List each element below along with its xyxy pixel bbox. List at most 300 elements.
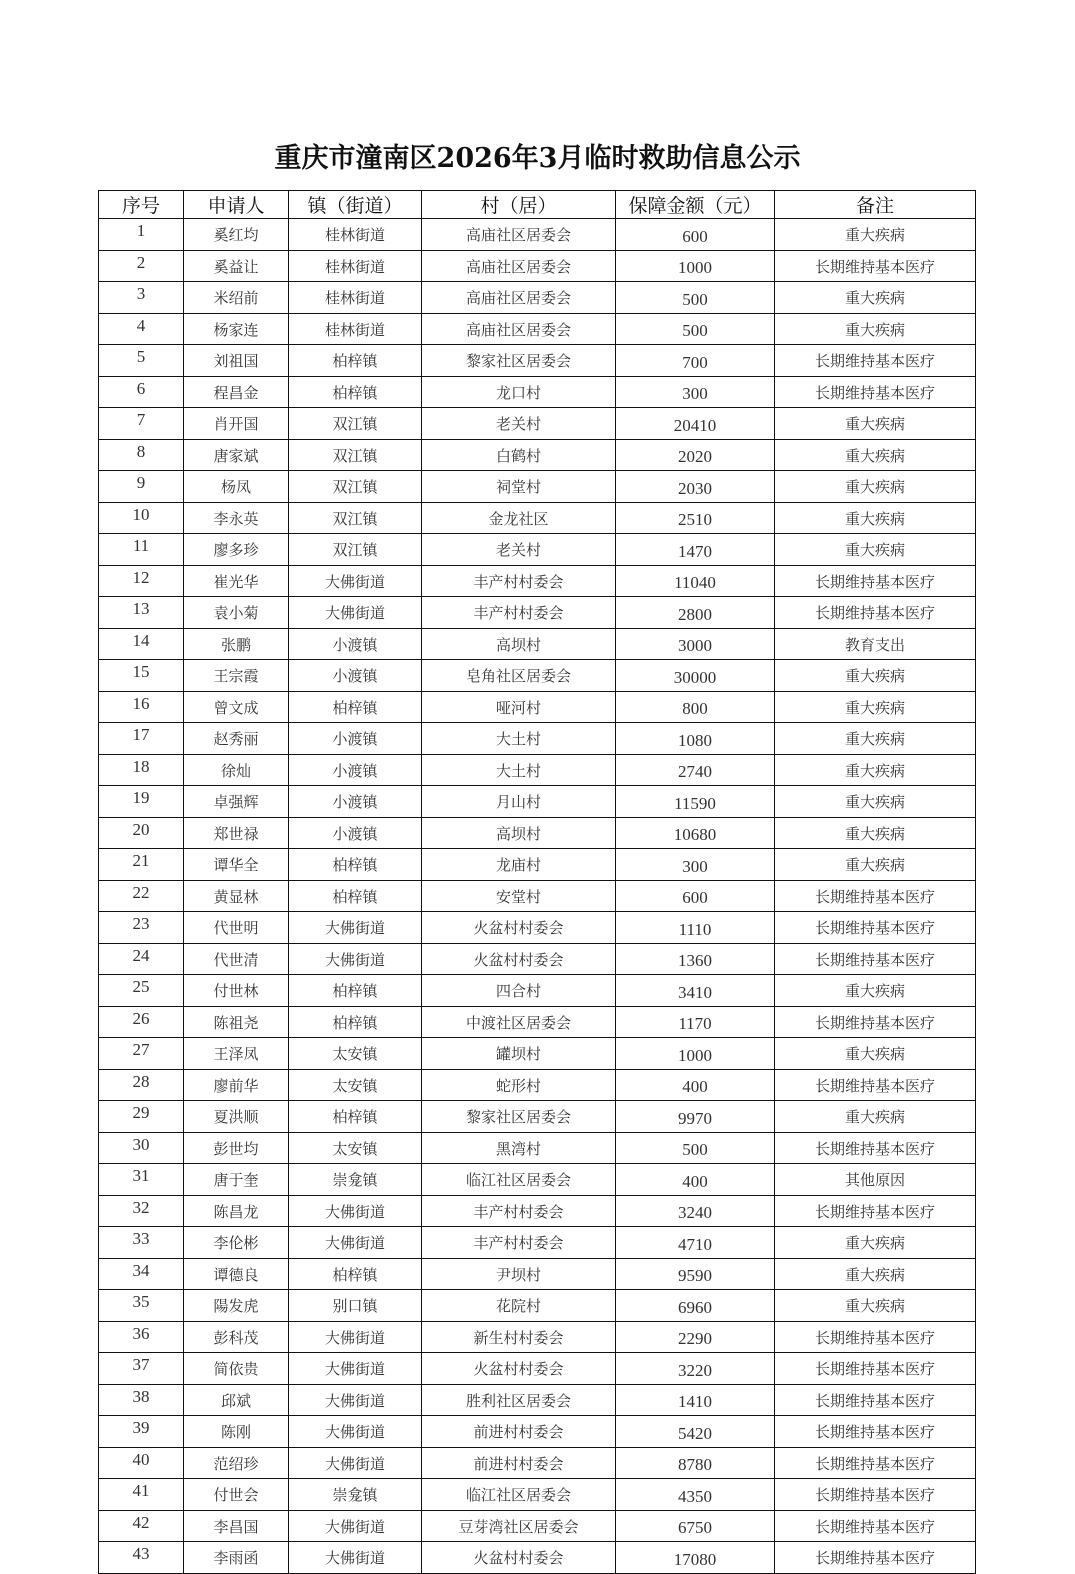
cell-amount: 1110 — [616, 912, 775, 944]
cell-amount: 600 — [616, 880, 775, 912]
cell-remark: 重大疾病 — [775, 691, 976, 723]
cell-village: 高庙社区居委会 — [422, 282, 616, 314]
cell-serial: 39 — [99, 1416, 184, 1448]
cell-remark: 重大疾病 — [775, 471, 976, 503]
cell-remark: 长期维持基本医疗 — [775, 880, 976, 912]
cell-serial: 20 — [99, 817, 184, 849]
cell-amount: 3410 — [616, 975, 775, 1007]
cell-amount: 6960 — [616, 1290, 775, 1322]
cell-applicant: 李永英 — [184, 502, 289, 534]
cell-serial: 7 — [99, 408, 184, 440]
cell-town: 大佛街道 — [289, 943, 422, 975]
cell-village: 中渡社区居委会 — [422, 1006, 616, 1038]
cell-amount: 11590 — [616, 786, 775, 818]
cell-amount: 3000 — [616, 628, 775, 660]
header-applicant: 申请人 — [184, 191, 289, 219]
cell-applicant: 廖前华 — [184, 1069, 289, 1101]
cell-applicant: 奚红均 — [184, 219, 289, 251]
table-row — [99, 313, 976, 345]
cell-village: 火盆村村委会 — [422, 912, 616, 944]
table-row — [99, 1510, 976, 1542]
cell-village: 龙口村 — [422, 376, 616, 408]
cell-applicant: 米绍前 — [184, 282, 289, 314]
cell-town: 柏梓镇 — [289, 849, 422, 881]
cell-applicant: 范绍珍 — [184, 1447, 289, 1479]
cell-town: 柏梓镇 — [289, 376, 422, 408]
cell-serial: 21 — [99, 849, 184, 881]
cell-applicant: 彭科茂 — [184, 1321, 289, 1353]
table-row — [99, 691, 976, 723]
table-row — [99, 1069, 976, 1101]
cell-remark: 重大疾病 — [775, 723, 976, 755]
cell-amount: 2510 — [616, 502, 775, 534]
cell-serial: 10 — [99, 502, 184, 534]
cell-amount: 30000 — [616, 660, 775, 692]
cell-amount: 11040 — [616, 565, 775, 597]
cell-remark: 重大疾病 — [775, 975, 976, 1007]
cell-town: 柏梓镇 — [289, 1101, 422, 1133]
cell-applicant: 代世清 — [184, 943, 289, 975]
cell-serial: 8 — [99, 439, 184, 471]
cell-serial: 23 — [99, 912, 184, 944]
cell-serial: 4 — [99, 313, 184, 345]
cell-town: 桂林街道 — [289, 219, 422, 251]
cell-applicant: 张鹏 — [184, 628, 289, 660]
cell-remark: 重大疾病 — [775, 219, 976, 251]
cell-serial: 42 — [99, 1510, 184, 1542]
cell-village: 大土村 — [422, 754, 616, 786]
cell-applicant: 代世明 — [184, 912, 289, 944]
cell-remark: 长期维持基本医疗 — [775, 1353, 976, 1385]
table-row — [99, 1195, 976, 1227]
cell-amount: 4710 — [616, 1227, 775, 1259]
cell-serial: 28 — [99, 1069, 184, 1101]
cell-applicant: 袁小菊 — [184, 597, 289, 629]
table-row — [99, 786, 976, 818]
table-row — [99, 849, 976, 881]
cell-remark: 长期维持基本医疗 — [775, 912, 976, 944]
cell-town: 大佛街道 — [289, 1321, 422, 1353]
cell-applicant: 黄显林 — [184, 880, 289, 912]
cell-village: 高庙社区居委会 — [422, 219, 616, 251]
cell-remark: 长期维持基本医疗 — [775, 1416, 976, 1448]
cell-remark: 长期维持基本医疗 — [775, 597, 976, 629]
cell-town: 小渡镇 — [289, 723, 422, 755]
cell-village: 临江社区居委会 — [422, 1479, 616, 1511]
table-row — [99, 1227, 976, 1259]
cell-amount: 17080 — [616, 1542, 775, 1574]
table-row — [99, 534, 976, 566]
cell-village: 蛇形村 — [422, 1069, 616, 1101]
cell-town: 双江镇 — [289, 408, 422, 440]
cell-amount: 600 — [616, 219, 775, 251]
cell-amount: 1000 — [616, 1038, 775, 1070]
table-row — [99, 754, 976, 786]
cell-village: 火盆村村委会 — [422, 943, 616, 975]
cell-village: 新生村村委会 — [422, 1321, 616, 1353]
cell-town: 桂林街道 — [289, 282, 422, 314]
cell-amount: 700 — [616, 345, 775, 377]
cell-amount: 400 — [616, 1069, 775, 1101]
cell-remark: 重大疾病 — [775, 439, 976, 471]
cell-remark: 重大疾病 — [775, 660, 976, 692]
table-row — [99, 660, 976, 692]
table-row — [99, 597, 976, 629]
header-village: 村（居） — [422, 191, 616, 219]
cell-village: 安堂村 — [422, 880, 616, 912]
cell-applicant: 唐家斌 — [184, 439, 289, 471]
cell-amount: 2020 — [616, 439, 775, 471]
cell-applicant: 廖多珍 — [184, 534, 289, 566]
cell-amount: 9970 — [616, 1101, 775, 1133]
cell-serial: 38 — [99, 1384, 184, 1416]
cell-amount: 1080 — [616, 723, 775, 755]
cell-serial: 3 — [99, 282, 184, 314]
cell-town: 柏梓镇 — [289, 345, 422, 377]
cell-applicant: 付世林 — [184, 975, 289, 1007]
cell-remark: 重大疾病 — [775, 817, 976, 849]
table-row — [99, 345, 976, 377]
cell-serial: 34 — [99, 1258, 184, 1290]
cell-applicant: 简依贵 — [184, 1353, 289, 1385]
table-row — [99, 376, 976, 408]
cell-town: 大佛街道 — [289, 597, 422, 629]
table-body — [99, 219, 976, 1574]
cell-serial: 9 — [99, 471, 184, 503]
cell-amount: 2290 — [616, 1321, 775, 1353]
cell-remark: 长期维持基本医疗 — [775, 1321, 976, 1353]
cell-remark: 重大疾病 — [775, 1038, 976, 1070]
cell-town: 双江镇 — [289, 471, 422, 503]
cell-applicant: 李雨函 — [184, 1542, 289, 1574]
cell-village: 尹坝村 — [422, 1258, 616, 1290]
cell-village: 白鹤村 — [422, 439, 616, 471]
cell-town: 柏梓镇 — [289, 691, 422, 723]
table-row — [99, 250, 976, 282]
cell-amount: 1470 — [616, 534, 775, 566]
cell-remark: 重大疾病 — [775, 754, 976, 786]
cell-amount: 500 — [616, 282, 775, 314]
cell-serial: 13 — [99, 597, 184, 629]
cell-serial: 24 — [99, 943, 184, 975]
table-row — [99, 628, 976, 660]
cell-serial: 33 — [99, 1227, 184, 1259]
cell-town: 双江镇 — [289, 439, 422, 471]
cell-applicant: 卓强辉 — [184, 786, 289, 818]
cell-serial: 37 — [99, 1353, 184, 1385]
cell-town: 双江镇 — [289, 534, 422, 566]
table-row — [99, 1101, 976, 1133]
cell-town: 太安镇 — [289, 1069, 422, 1101]
cell-remark: 重大疾病 — [775, 1290, 976, 1322]
cell-village: 丰产村村委会 — [422, 1195, 616, 1227]
cell-serial: 15 — [99, 660, 184, 692]
cell-village: 高坝村 — [422, 817, 616, 849]
table-row — [99, 723, 976, 755]
cell-remark: 长期维持基本医疗 — [775, 1132, 976, 1164]
cell-applicant: 郑世禄 — [184, 817, 289, 849]
cell-applicant: 李伦彬 — [184, 1227, 289, 1259]
cell-remark: 重大疾病 — [775, 786, 976, 818]
cell-remark: 长期维持基本医疗 — [775, 1447, 976, 1479]
cell-village: 黎家社区居委会 — [422, 345, 616, 377]
cell-village: 火盆村村委会 — [422, 1353, 616, 1385]
cell-amount: 500 — [616, 313, 775, 345]
cell-remark: 长期维持基本医疗 — [775, 1006, 976, 1038]
cell-serial: 19 — [99, 786, 184, 818]
cell-amount: 6750 — [616, 1510, 775, 1542]
cell-town: 小渡镇 — [289, 786, 422, 818]
cell-amount: 300 — [616, 849, 775, 881]
cell-serial: 16 — [99, 691, 184, 723]
cell-remark: 长期维持基本医疗 — [775, 250, 976, 282]
cell-town: 别口镇 — [289, 1290, 422, 1322]
cell-serial: 12 — [99, 565, 184, 597]
cell-serial: 29 — [99, 1101, 184, 1133]
cell-serial: 35 — [99, 1290, 184, 1322]
table-row — [99, 1258, 976, 1290]
cell-town: 太安镇 — [289, 1132, 422, 1164]
cell-village: 金龙社区 — [422, 502, 616, 534]
cell-village: 皂角社区居委会 — [422, 660, 616, 692]
cell-amount: 1170 — [616, 1006, 775, 1038]
cell-applicant: 王宗霞 — [184, 660, 289, 692]
cell-serial: 2 — [99, 250, 184, 282]
cell-applicant: 陈昌龙 — [184, 1195, 289, 1227]
cell-village: 高坝村 — [422, 628, 616, 660]
cell-remark: 重大疾病 — [775, 1101, 976, 1133]
cell-village: 黎家社区居委会 — [422, 1101, 616, 1133]
cell-remark: 长期维持基本医疗 — [775, 1384, 976, 1416]
header-remark: 备注 — [775, 191, 976, 219]
cell-remark: 重大疾病 — [775, 408, 976, 440]
cell-applicant: 彭世均 — [184, 1132, 289, 1164]
cell-town: 大佛街道 — [289, 1510, 422, 1542]
cell-applicant: 赵秀丽 — [184, 723, 289, 755]
cell-amount: 2800 — [616, 597, 775, 629]
cell-town: 大佛街道 — [289, 1416, 422, 1448]
table-row — [99, 1542, 976, 1574]
cell-village: 黑湾村 — [422, 1132, 616, 1164]
table-row — [99, 1321, 976, 1353]
page-title: 重庆市潼南区2026年3月临时救助信息公示 — [274, 143, 801, 174]
cell-village: 丰产村村委会 — [422, 597, 616, 629]
cell-applicant: 陈祖尧 — [184, 1006, 289, 1038]
cell-remark: 长期维持基本医疗 — [775, 1069, 976, 1101]
cell-village: 高庙社区居委会 — [422, 250, 616, 282]
cell-village: 罐坝村 — [422, 1038, 616, 1070]
cell-amount: 1360 — [616, 943, 775, 975]
table-row — [99, 1479, 976, 1511]
cell-applicant: 陈刚 — [184, 1416, 289, 1448]
cell-village: 老关村 — [422, 408, 616, 440]
table-row — [99, 1353, 976, 1385]
cell-serial: 36 — [99, 1321, 184, 1353]
cell-applicant: 杨家连 — [184, 313, 289, 345]
cell-town: 大佛街道 — [289, 1195, 422, 1227]
cell-town: 桂林街道 — [289, 313, 422, 345]
cell-village: 高庙社区居委会 — [422, 313, 616, 345]
cell-village: 龙庙村 — [422, 849, 616, 881]
cell-remark: 长期维持基本医疗 — [775, 345, 976, 377]
cell-village: 花院村 — [422, 1290, 616, 1322]
table-row — [99, 1006, 976, 1038]
cell-applicant: 付世会 — [184, 1479, 289, 1511]
cell-remark: 长期维持基本医疗 — [775, 1479, 976, 1511]
cell-town: 崇龛镇 — [289, 1164, 422, 1196]
header-serial: 序号 — [99, 191, 184, 219]
table-header-row — [99, 191, 976, 219]
cell-remark: 其他原因 — [775, 1164, 976, 1196]
cell-amount: 10680 — [616, 817, 775, 849]
cell-serial: 11 — [99, 534, 184, 566]
table-row — [99, 408, 976, 440]
cell-applicant: 邱斌 — [184, 1384, 289, 1416]
cell-serial: 14 — [99, 628, 184, 660]
cell-amount: 1410 — [616, 1384, 775, 1416]
table-row — [99, 282, 976, 314]
cell-serial: 27 — [99, 1038, 184, 1070]
cell-village: 前进村村委会 — [422, 1416, 616, 1448]
cell-applicant: 程昌金 — [184, 376, 289, 408]
cell-town: 大佛街道 — [289, 1384, 422, 1416]
cell-town: 大佛街道 — [289, 565, 422, 597]
cell-town: 小渡镇 — [289, 628, 422, 660]
table-row — [99, 1447, 976, 1479]
cell-applicant: 肖开国 — [184, 408, 289, 440]
cell-town: 柏梓镇 — [289, 1258, 422, 1290]
cell-serial: 32 — [99, 1195, 184, 1227]
cell-town: 大佛街道 — [289, 1353, 422, 1385]
cell-remark: 重大疾病 — [775, 849, 976, 881]
cell-applicant: 刘祖国 — [184, 345, 289, 377]
cell-remark: 长期维持基本医疗 — [775, 943, 976, 975]
table-row — [99, 219, 976, 251]
cell-village: 四合村 — [422, 975, 616, 1007]
cell-town: 小渡镇 — [289, 660, 422, 692]
table-row — [99, 565, 976, 597]
cell-amount: 3220 — [616, 1353, 775, 1385]
cell-serial: 40 — [99, 1447, 184, 1479]
cell-amount: 20410 — [616, 408, 775, 440]
cell-amount: 2740 — [616, 754, 775, 786]
cell-amount: 8780 — [616, 1447, 775, 1479]
table-row — [99, 1416, 976, 1448]
table-row — [99, 1290, 976, 1322]
cell-village: 临江社区居委会 — [422, 1164, 616, 1196]
cell-applicant: 谭华全 — [184, 849, 289, 881]
cell-remark: 重大疾病 — [775, 282, 976, 314]
cell-remark: 重大疾病 — [775, 534, 976, 566]
cell-village: 哑河村 — [422, 691, 616, 723]
table-row — [99, 912, 976, 944]
cell-town: 太安镇 — [289, 1038, 422, 1070]
relief-table — [98, 190, 976, 1574]
cell-applicant: 崔光华 — [184, 565, 289, 597]
cell-town: 小渡镇 — [289, 817, 422, 849]
table-row — [99, 1132, 976, 1164]
cell-applicant: 陽发虎 — [184, 1290, 289, 1322]
table-row — [99, 817, 976, 849]
cell-serial: 30 — [99, 1132, 184, 1164]
cell-remark: 重大疾病 — [775, 313, 976, 345]
cell-amount: 300 — [616, 376, 775, 408]
cell-village: 祠堂村 — [422, 471, 616, 503]
cell-remark: 长期维持基本医疗 — [775, 1510, 976, 1542]
cell-serial: 5 — [99, 345, 184, 377]
cell-serial: 22 — [99, 880, 184, 912]
cell-village: 丰产村村委会 — [422, 565, 616, 597]
cell-applicant: 谭德良 — [184, 1258, 289, 1290]
cell-serial: 17 — [99, 723, 184, 755]
table-row — [99, 975, 976, 1007]
cell-amount: 1000 — [616, 250, 775, 282]
cell-applicant: 杨凤 — [184, 471, 289, 503]
header-town: 镇（街道） — [289, 191, 422, 219]
cell-town: 小渡镇 — [289, 754, 422, 786]
cell-village: 前进村村委会 — [422, 1447, 616, 1479]
cell-town: 崇龛镇 — [289, 1479, 422, 1511]
cell-serial: 31 — [99, 1164, 184, 1196]
cell-village: 胜利社区居委会 — [422, 1384, 616, 1416]
cell-village: 火盆村村委会 — [422, 1542, 616, 1574]
cell-remark: 重大疾病 — [775, 1227, 976, 1259]
cell-amount: 5420 — [616, 1416, 775, 1448]
cell-amount: 3240 — [616, 1195, 775, 1227]
cell-amount: 800 — [616, 691, 775, 723]
table-row — [99, 502, 976, 534]
cell-applicant: 徐灿 — [184, 754, 289, 786]
cell-applicant: 唐于奎 — [184, 1164, 289, 1196]
cell-serial: 18 — [99, 754, 184, 786]
cell-town: 大佛街道 — [289, 1542, 422, 1574]
cell-amount: 2030 — [616, 471, 775, 503]
table-row — [99, 471, 976, 503]
cell-village: 老关村 — [422, 534, 616, 566]
table-row — [99, 439, 976, 471]
cell-remark: 教育支出 — [775, 628, 976, 660]
cell-remark: 长期维持基本医疗 — [775, 1195, 976, 1227]
cell-town: 大佛街道 — [289, 912, 422, 944]
cell-remark: 重大疾病 — [775, 502, 976, 534]
cell-village: 月山村 — [422, 786, 616, 818]
cell-applicant: 曾文成 — [184, 691, 289, 723]
cell-serial: 25 — [99, 975, 184, 1007]
cell-town: 大佛街道 — [289, 1447, 422, 1479]
cell-serial: 1 — [99, 219, 184, 251]
cell-village: 丰产村村委会 — [422, 1227, 616, 1259]
cell-town: 大佛街道 — [289, 1227, 422, 1259]
cell-remark: 长期维持基本医疗 — [775, 1542, 976, 1574]
cell-amount: 4350 — [616, 1479, 775, 1511]
cell-serial: 41 — [99, 1479, 184, 1511]
table-row — [99, 1164, 976, 1196]
table-row — [99, 880, 976, 912]
cell-remark: 重大疾病 — [775, 1258, 976, 1290]
cell-amount: 400 — [616, 1164, 775, 1196]
header-amount: 保障金额（元） — [616, 191, 775, 219]
cell-serial: 43 — [99, 1542, 184, 1574]
cell-applicant: 夏洪顺 — [184, 1101, 289, 1133]
cell-remark: 长期维持基本医疗 — [775, 376, 976, 408]
cell-town: 柏梓镇 — [289, 1006, 422, 1038]
cell-serial: 26 — [99, 1006, 184, 1038]
cell-remark: 长期维持基本医疗 — [775, 565, 976, 597]
cell-applicant: 李昌国 — [184, 1510, 289, 1542]
cell-town: 双江镇 — [289, 502, 422, 534]
cell-serial: 6 — [99, 376, 184, 408]
cell-town: 柏梓镇 — [289, 880, 422, 912]
